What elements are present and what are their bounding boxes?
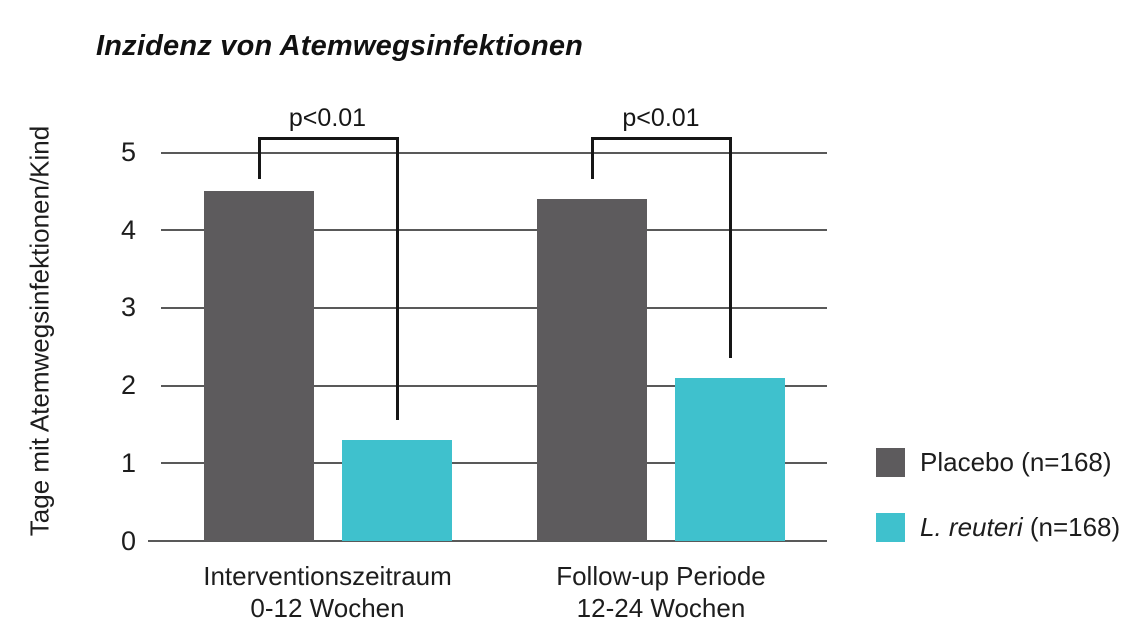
x-category-line2-1: 0-12 Wochen xyxy=(250,593,405,623)
gridline-5 xyxy=(161,152,827,154)
chart-title: Inzidenz von Atemwegsinfektionen xyxy=(96,30,584,62)
bar-reuteri-group2 xyxy=(675,378,785,541)
y-tick-label-2: 2 xyxy=(120,370,136,401)
x-category-line2-2: 12-24 Wochen xyxy=(576,593,746,623)
sig-bracket-left-arm-1 xyxy=(591,137,594,179)
x-category-label-1 xyxy=(138,560,518,624)
bar-reuteri-group1 xyxy=(342,440,452,541)
legend-label-placebo: Placebo (n=168) xyxy=(920,447,1112,477)
sig-bracket-right-arm-1 xyxy=(729,137,732,358)
legend-label-rest: (n=168) xyxy=(1022,512,1121,542)
sig-label-1: p<0.01 xyxy=(622,104,700,132)
y-tick-label-3: 3 xyxy=(120,292,136,323)
sig-bracket-top-1 xyxy=(591,137,732,140)
legend-label-italic-part: L. reuteri xyxy=(920,512,1023,542)
bar-placebo-group1 xyxy=(204,191,314,541)
x-category-line1-2: Follow-up Periode xyxy=(556,561,766,591)
legend-swatch-placebo xyxy=(876,448,905,477)
x-category-line1-1: Interventionszeitraum xyxy=(203,561,452,591)
y-tick-label-5: 5 xyxy=(120,137,136,167)
y-tick-label-1: 1 xyxy=(120,447,136,478)
sig-bracket-left-arm-0 xyxy=(258,137,261,179)
y-axis-title: Tage mit Atemwegsinfektionen/Kind xyxy=(24,125,55,537)
legend-swatch-reuteri xyxy=(876,513,905,542)
sig-label-0: p<0.01 xyxy=(288,104,367,132)
sig-bracket-top-0 xyxy=(258,137,399,140)
legend-label-reuteri xyxy=(920,513,1120,542)
x-category-label-2 xyxy=(471,560,851,624)
bar-placebo-group2 xyxy=(537,199,647,541)
sig-bracket-right-arm-0 xyxy=(396,137,399,420)
y-tick-label-4: 4 xyxy=(120,214,136,245)
y-tick-label-0: 0 xyxy=(120,525,136,556)
